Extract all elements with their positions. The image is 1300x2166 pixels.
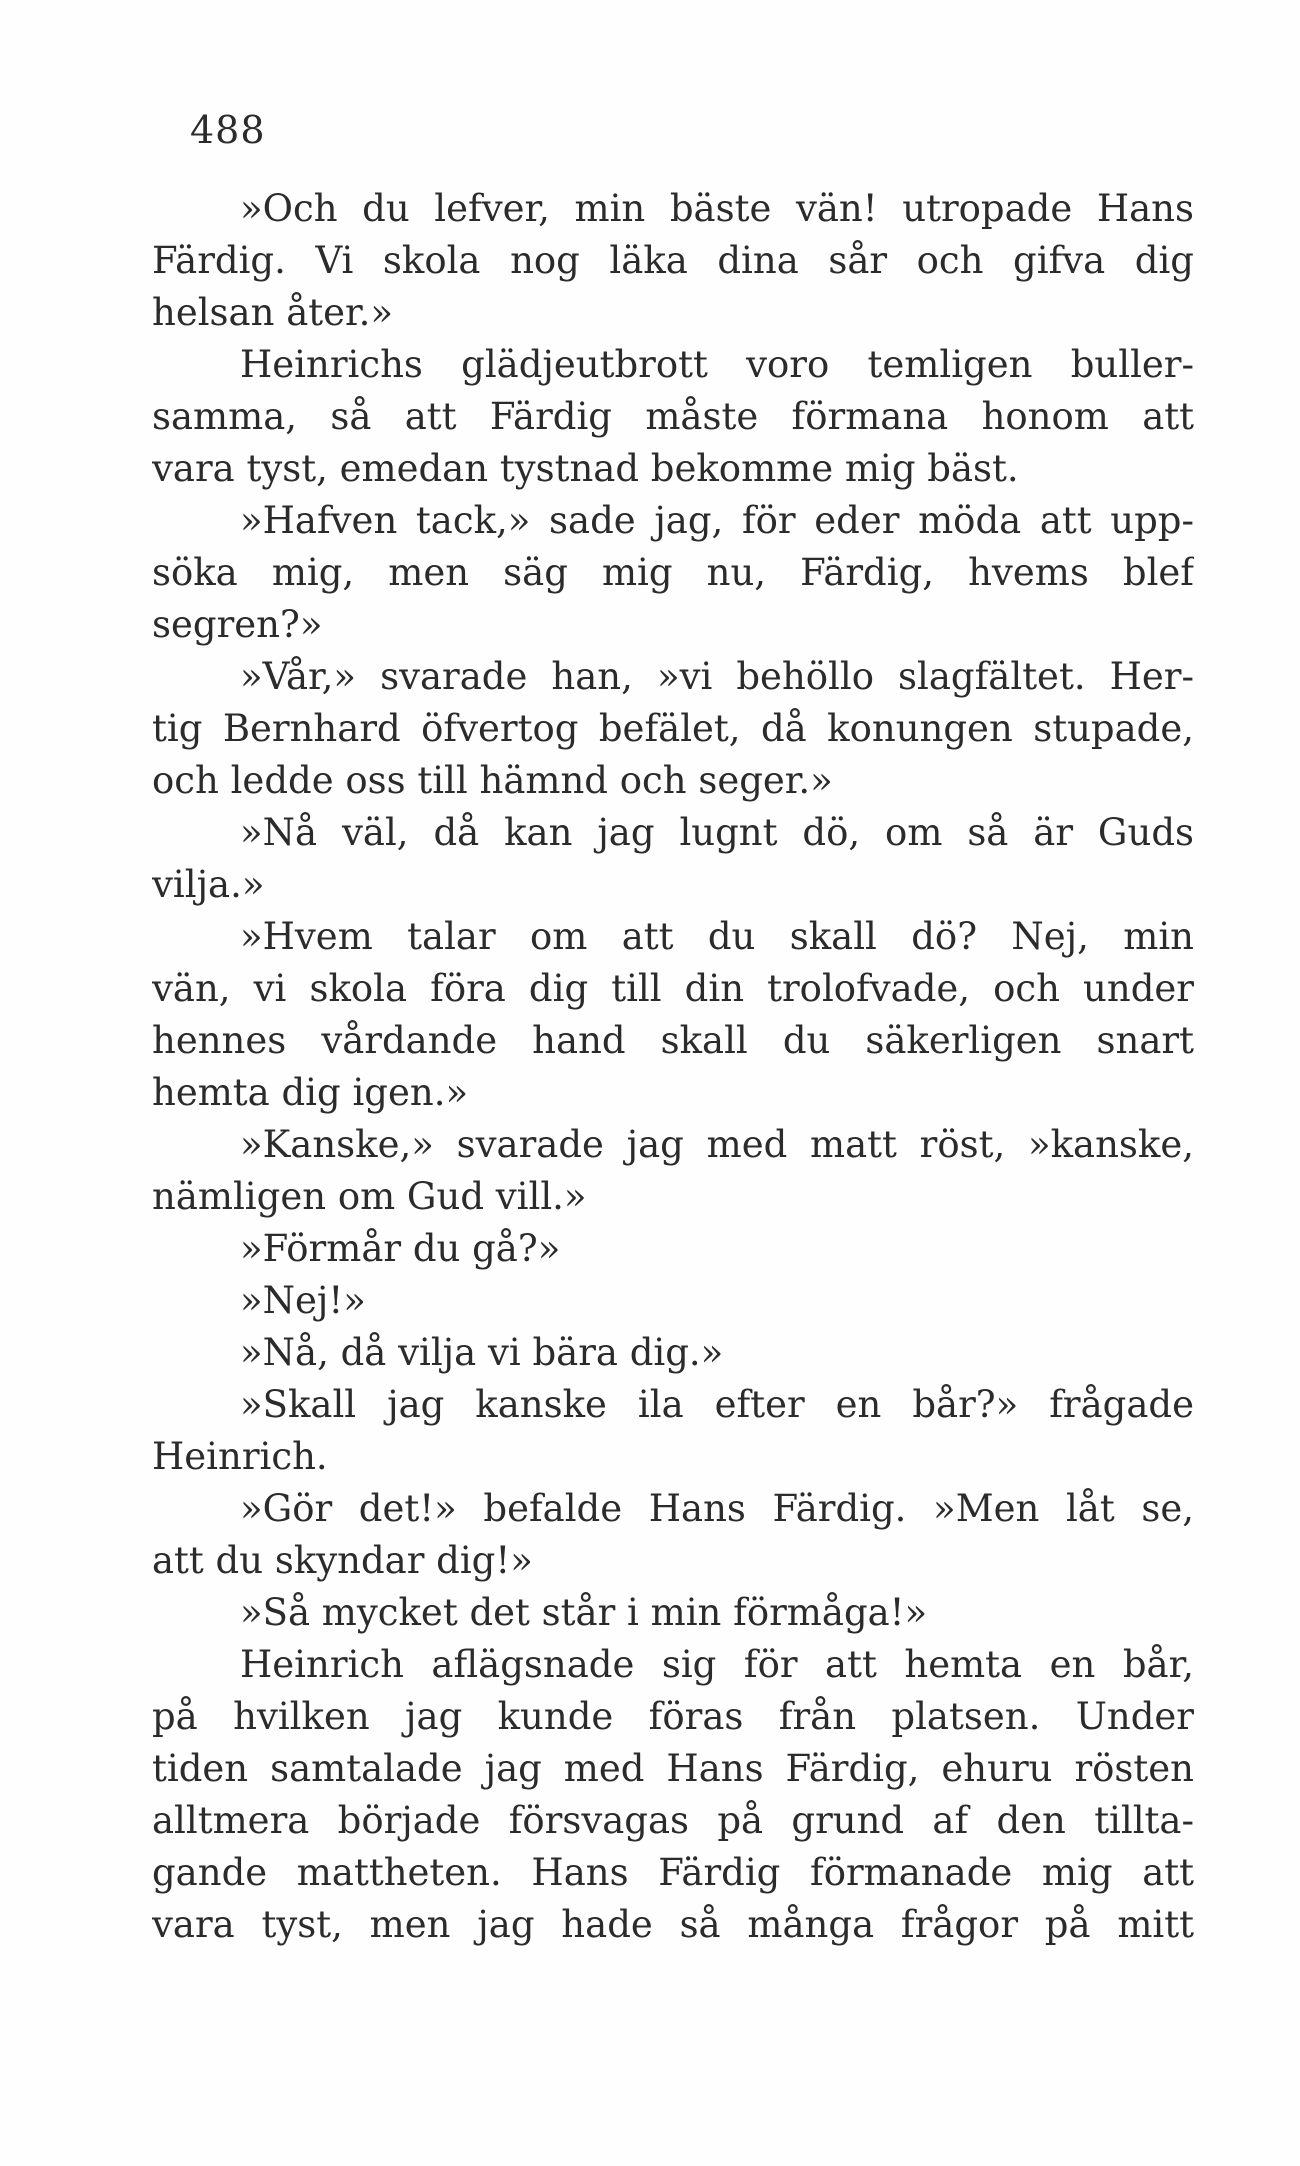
text-line: nämligen om Gud vill.»	[152, 1175, 587, 1218]
text-line: alltmera började försvagas på grund af den tillta-	[152, 1799, 1194, 1842]
text-line: »Gör det!» befalde Hans Färdig. »Men låt se,	[240, 1487, 1194, 1530]
text-line: »Och du lefver, min bäste vän! utropade Hans	[240, 187, 1194, 230]
text-line: och ledde oss till hämnd och seger.»	[152, 759, 833, 802]
text-line: »Nå, då vilja vi bära dig.»	[240, 1331, 724, 1374]
text-line: »Nej!»	[240, 1279, 366, 1322]
text-line: »Så mycket det står i min förmåga!»	[240, 1591, 928, 1634]
page-number: 488	[190, 108, 266, 152]
text-line: samma, så att Färdig måste förmana honom att	[152, 395, 1194, 438]
text-line: vän, vi skola föra dig till din trolofvade, och under	[152, 967, 1194, 1010]
text-line: vara tyst, emedan tystnad bekomme mig bäst.	[152, 447, 1019, 490]
text-line: Heinrich.	[152, 1435, 328, 1478]
text-line: att du skyndar dig!»	[152, 1539, 533, 1582]
text-line: »Skall jag kanske ila efter en bår?» frågade	[240, 1383, 1194, 1426]
text-line: Heinrichs glädjeutbrott voro temligen buller-	[240, 343, 1194, 386]
text-line: gande mattheten. Hans Färdig förmanade mig att	[152, 1851, 1194, 1894]
text-line: »Nå väl, då kan jag lugnt dö, om så är Guds	[240, 811, 1194, 854]
text-line: segren?»	[152, 603, 323, 646]
text-line: Heinrich aflägsnade sig för att hemta en bår,	[240, 1643, 1194, 1686]
text-line: helsan åter.»	[152, 291, 394, 334]
text-line: »Kanske,» svarade jag med matt röst, »kanske,	[240, 1123, 1194, 1166]
text-line: tiden samtalade jag med Hans Färdig, ehuru rösten	[152, 1747, 1194, 1790]
text-line: »Vår,» svarade han, »vi behöllo slagfältet. Her-	[240, 655, 1194, 698]
text-line: hennes vårdande hand skall du säkerligen snart	[152, 1019, 1194, 1062]
body-text	[152, 183, 1194, 1951]
text-line: »Förmår du gå?»	[240, 1227, 561, 1270]
text-line: »Hvem talar om att du skall dö? Nej, min	[240, 915, 1194, 958]
text-line: »Hafven tack,» sade jag, för eder möda att upp-	[240, 499, 1194, 542]
text-line: vara tyst, men jag hade så många frågor på mitt	[152, 1903, 1194, 1946]
text-line: tig Bernhard öfvertog befälet, då konungen stupade,	[152, 707, 1194, 750]
text-line: på hvilken jag kunde föras från platsen. Under	[152, 1695, 1194, 1738]
text-line: hemta dig igen.»	[152, 1071, 469, 1114]
text-line: söka mig, men säg mig nu, Färdig, hvems blef	[152, 551, 1194, 594]
text-line: vilja.»	[152, 863, 265, 906]
text-line: Färdig. Vi skola nog läka dina sår och gifva dig	[152, 239, 1194, 282]
